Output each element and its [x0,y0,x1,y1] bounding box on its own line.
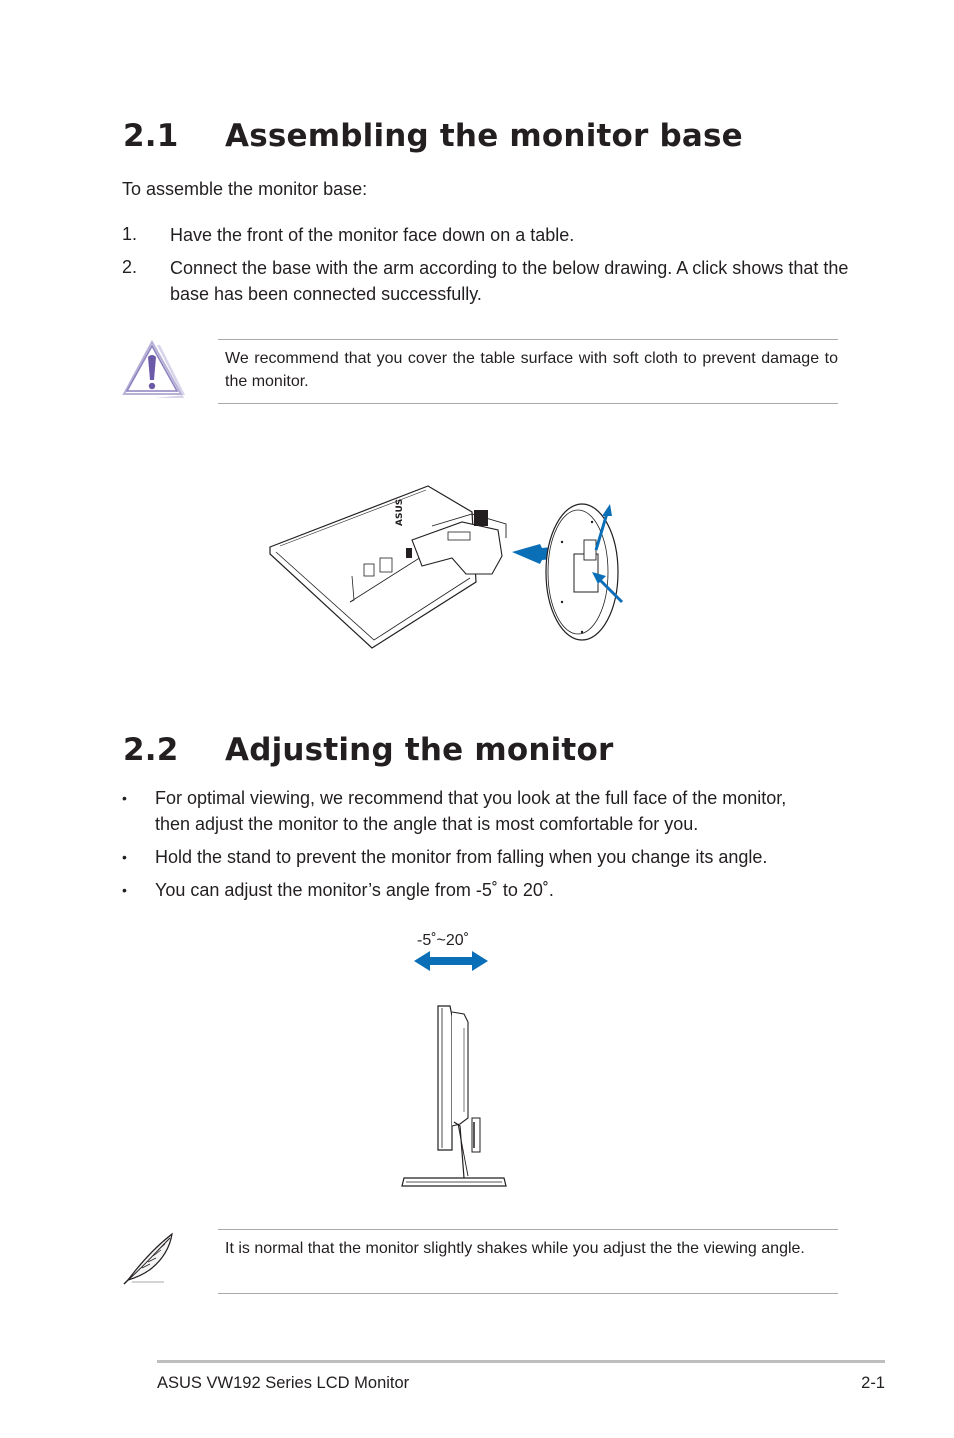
figure-logo-text: ASUS [395,498,405,526]
warning-triangle-icon [121,338,185,400]
bullet-2-text: Hold the stand to prevent the monitor from falling when you change its angle. [155,847,768,867]
double-arrow-icon [414,950,488,972]
caution-text: We recommend that you cover the table surface with soft cloth to prevent damage to the monitor. [225,350,838,390]
step-1-number: 1. [122,224,138,244]
section-2-1-heading [123,118,743,154]
caution-box [218,339,838,404]
bullet-3-text: You can adjust the monitor’s angle from -5˚ to 20˚. [155,880,554,900]
assembly-illustration [262,482,632,652]
monitor-side-view-illustration [398,1002,510,1192]
step-2-number: 2. [122,257,138,277]
footer-title: ASUS VW192 Series LCD Monitor [157,1374,410,1392]
note-box [218,1229,838,1294]
section-title: Adjusting the monitor [225,732,614,768]
step-2-text: Connect the base with the arm according to the below drawing. A click shows that the base has been connected successfully. [170,258,849,304]
section-title: Assembling the monitor base [225,118,743,154]
bullet-glyph: • [122,790,127,806]
section-number: 2.2 [123,732,179,768]
page-number: 2-1 [861,1374,885,1392]
bullet-glyph: • [122,882,127,898]
bullet-glyph: • [122,849,127,865]
bullet-1-text: For optimal viewing, we recommend that you look at the full face of the monitor, then adjust the monitor to the angle that is most comfortable for you. [155,788,787,834]
feather-quill-icon [120,1228,180,1286]
footer-rule [157,1360,885,1363]
step-1-text: Have the front of the monitor face down on a table. [170,225,575,245]
intro-text: To assemble the monitor base: [122,179,368,199]
note-text: It is normal that the monitor slightly shakes while you adjust the the viewing angle. [225,1240,805,1257]
section-2-2-heading [123,732,613,768]
section-number: 2.1 [123,118,179,154]
tilt-angle-label: -5˚~20˚ [417,932,470,949]
